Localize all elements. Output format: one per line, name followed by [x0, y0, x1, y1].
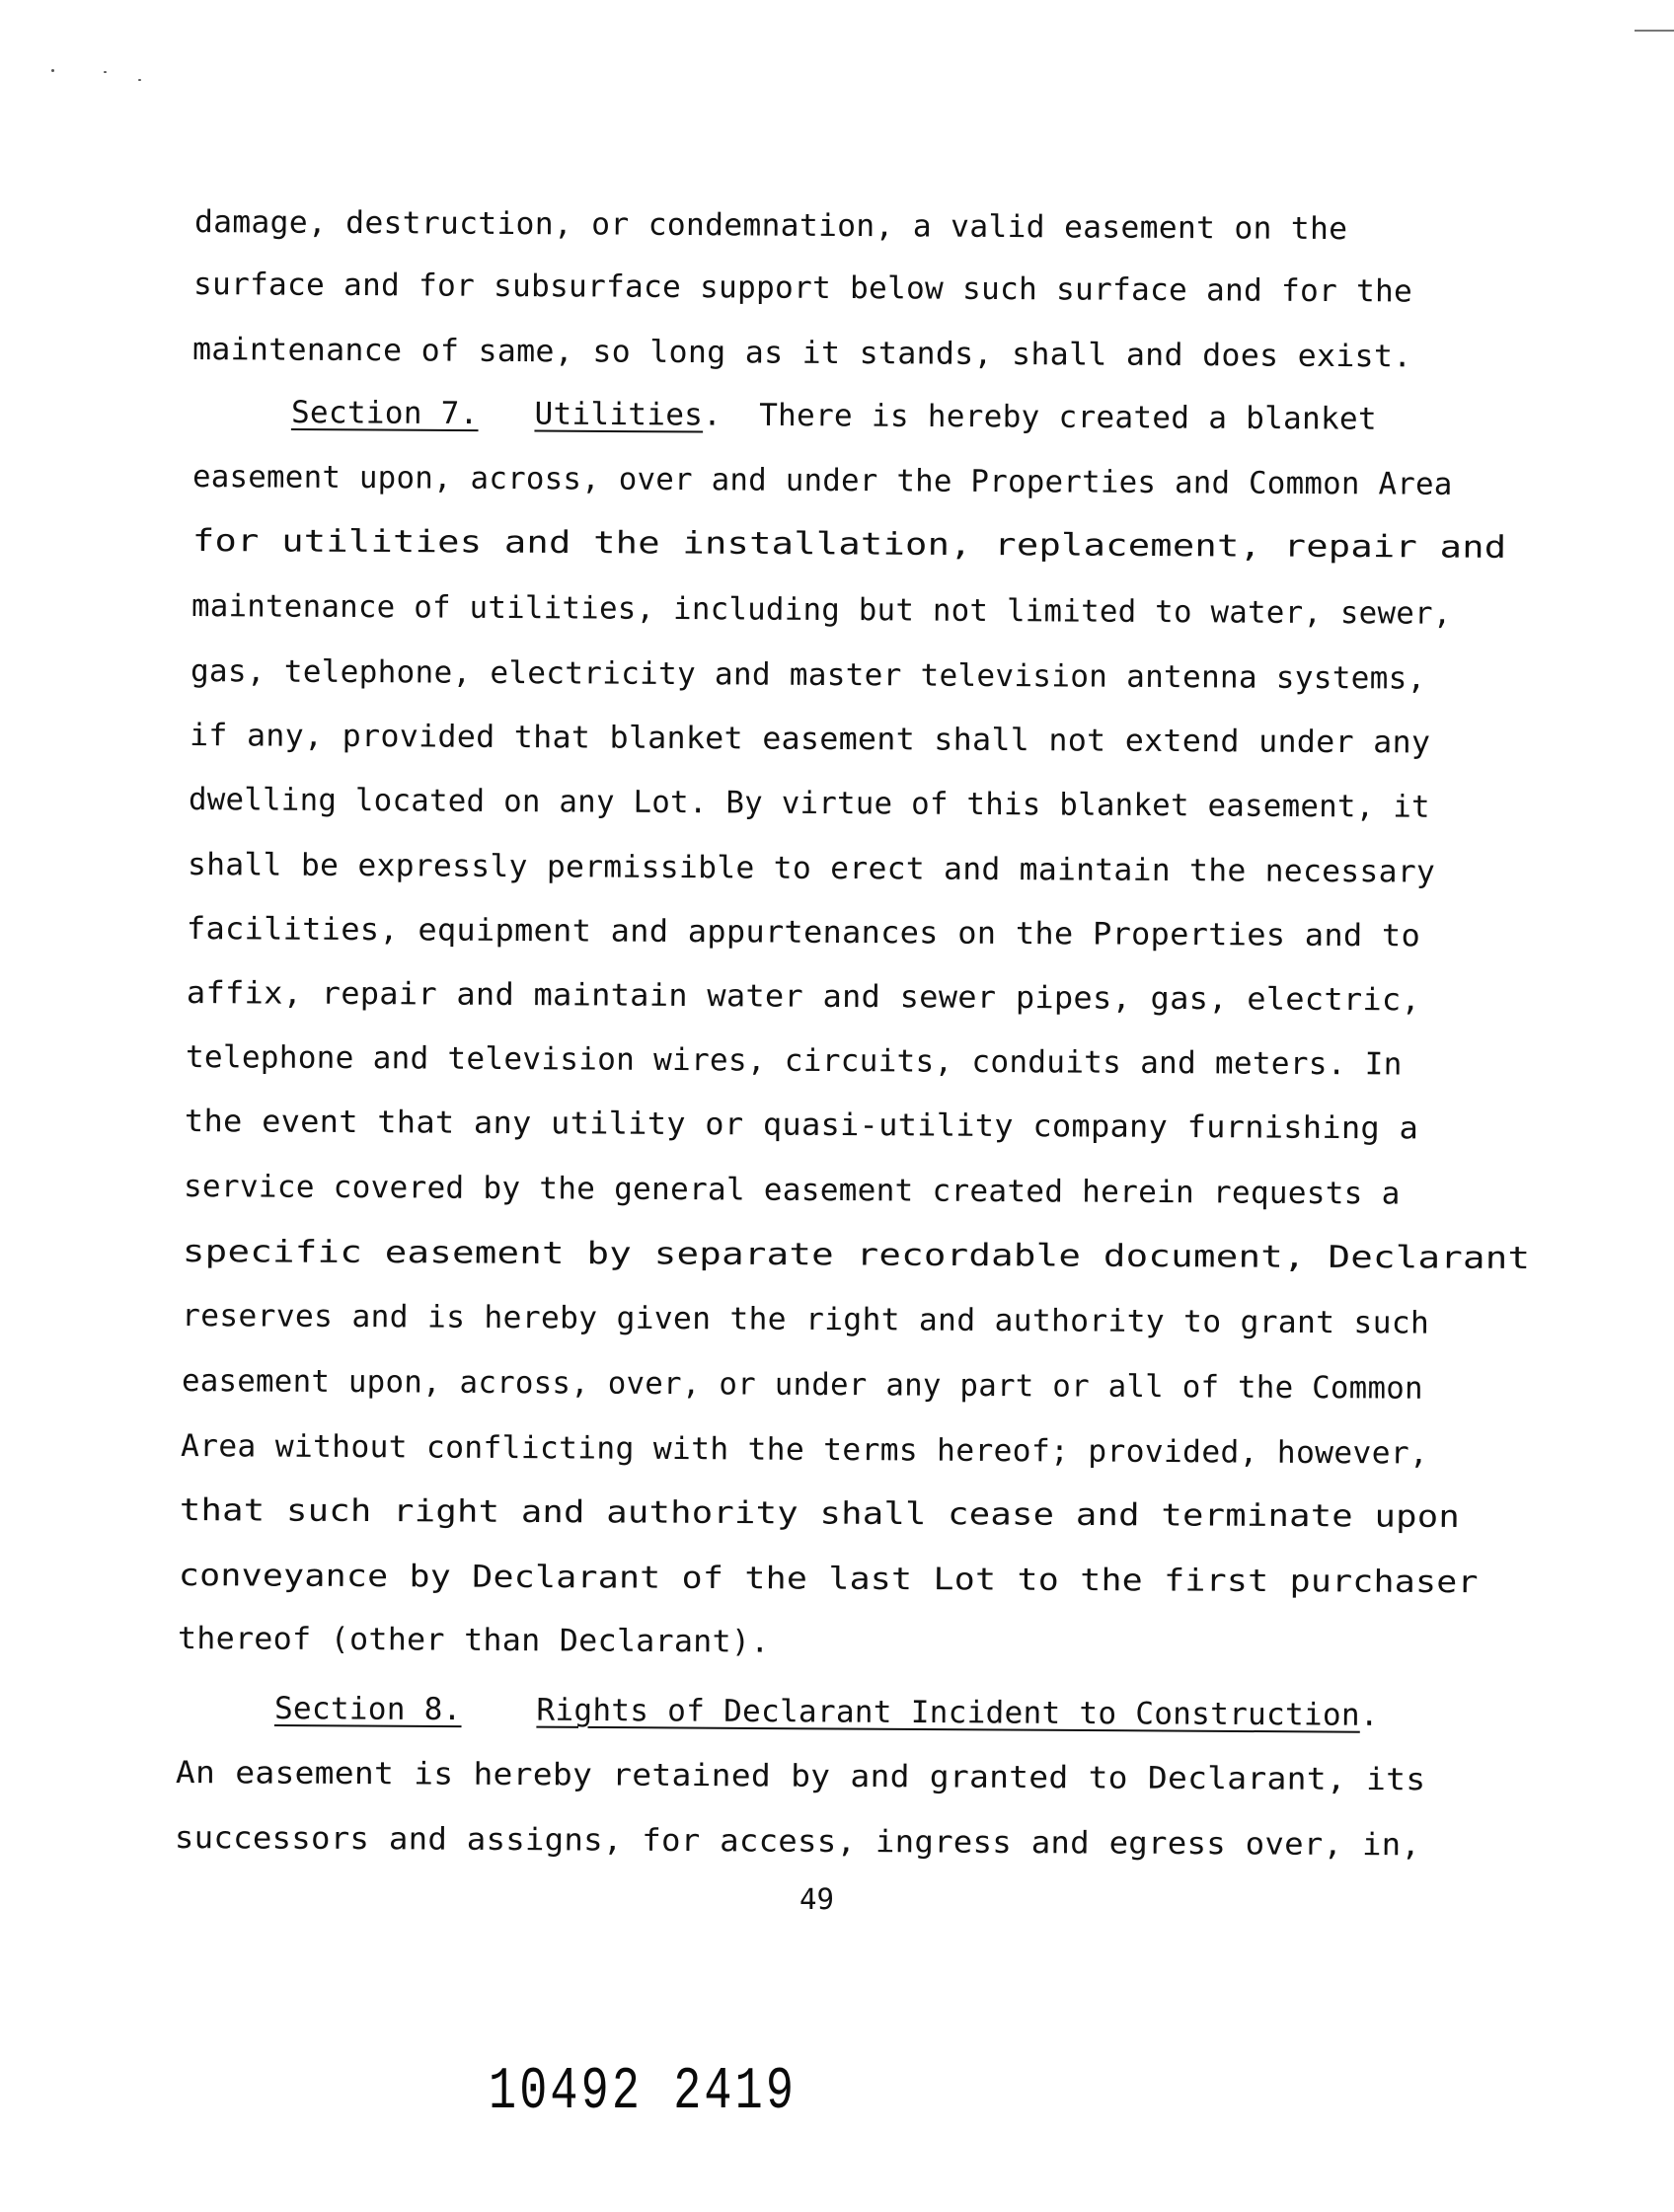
section-7-label: Section 7.: [290, 395, 479, 432]
section-7-title: Utilities: [534, 396, 704, 433]
text-line: the event that any utility or quasi-utility company furnishing a: [184, 1104, 1419, 1147]
page-number: 49: [799, 1882, 834, 1916]
text-line: reserves and is hereby given the right and authority to grant such: [181, 1298, 1430, 1341]
section-7-text: There is hereby created a blanket: [759, 397, 1378, 437]
text-line: successors and assigns, for access, ingress and egress over, in,: [174, 1820, 1421, 1864]
text-line: dwelling located on any Lot. By virtue of this blanket easement, it: [188, 782, 1430, 825]
text-line: service covered by the general easement created herein requests a: [183, 1169, 1401, 1212]
text-line: easement upon, across, over, or under any part or all of the Common: [181, 1363, 1423, 1407]
scan-speck: [138, 79, 141, 81]
scan-corner-mark: [1635, 30, 1674, 32]
section-7-heading-line: Section 7. Utilities. There is hereby created a blanket: [290, 395, 1378, 437]
text-line: for utilities and the installation, replacement, repair and: [191, 523, 1507, 566]
text-line: damage, destruction, or condemnation, a valid easement on the: [193, 204, 1348, 248]
text-line: if any, provided that blanket easement shall not extend under any: [189, 718, 1431, 761]
text-line: surface and for subsurface support below such surface and for the: [192, 267, 1413, 310]
section-8-label: Section 8.: [273, 1691, 462, 1728]
text-line: easement upon, across, over and under the Properties and Common Area: [191, 459, 1453, 502]
text-line: that such right and authority shall cease and terminate upon: [179, 1492, 1461, 1535]
text-line: facilities, equipment and appurtenances on the Properties and to: [186, 911, 1421, 954]
scan-speck: [104, 71, 107, 73]
text-line: An easement is hereby retained by and granted to Declarant, its: [175, 1755, 1426, 1798]
recording-stamp: 10492 2419: [489, 2059, 798, 2126]
text-line: telephone and television wires, circuits, conduits and meters. In: [185, 1039, 1403, 1083]
text-line: Area without conflicting with the terms hereof; provided, however,: [180, 1428, 1429, 1472]
text-line: gas, telephone, electricity and master television antenna systems,: [190, 653, 1426, 697]
text-line: thereof (other than Declarant).: [177, 1621, 770, 1660]
text-line: maintenance of utilities, including but not limited to water, sewer,: [190, 588, 1452, 632]
text-line: maintenance of same, so long as it stands, shall and does exist.: [191, 332, 1412, 375]
text-line: conveyance by Declarant of the last Lot to the first purchaser: [178, 1558, 1479, 1601]
text-line: shall be expressly permissible to erect and maintain the necessary: [187, 847, 1436, 890]
scan-speck: [51, 69, 54, 72]
text-line: affix, repair and maintain water and sewer pipes, gas, electric,: [186, 975, 1421, 1019]
section-8-title: Rights of Declarant Incident to Construction: [536, 1692, 1360, 1733]
section-8-heading-line: Section 8. Rights of Declarant Incident to Construction.: [273, 1691, 1379, 1733]
text-line: specific easement by separate recordable document, Declarant: [182, 1234, 1531, 1276]
